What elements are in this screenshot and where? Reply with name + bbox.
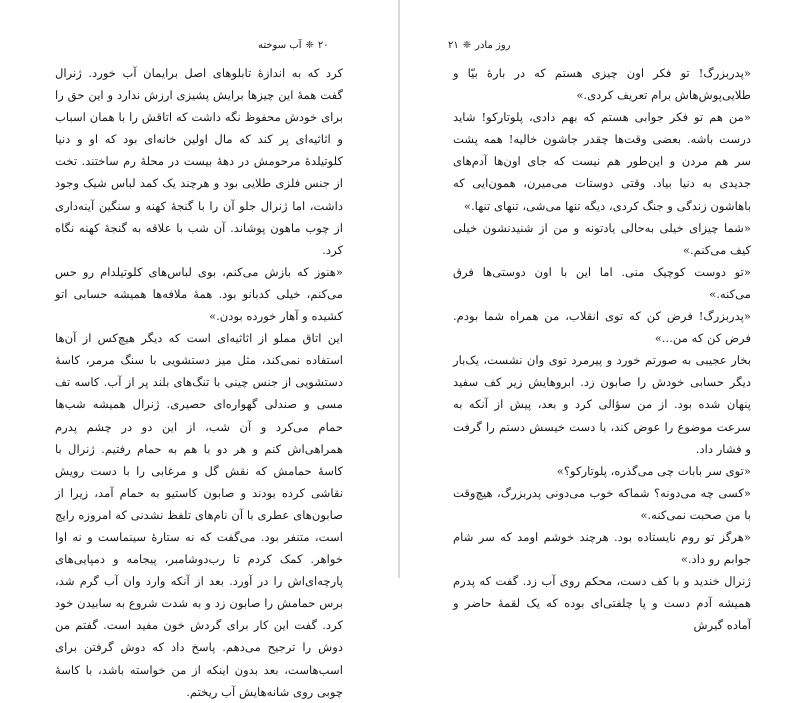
left-page [0, 0, 398, 699]
paragraph: «توی سر بابات چی می‌گذره، پلوتارکو؟» [556, 463, 751, 478]
paragraph: کرد که به اندازهٔ تابلوهای اصل برایمان آب خورد. ژنرال گفت همهٔ این چیزها برایش پشیزی ارزش ندارد و این حق را برای خودش محفوظ نگه داشت که اتاقش را با همان اسباب و اثاثیه‌ای پر کند که مال اولین خانه‌ای بود که او و دنیا کلوتیلدهٔ مرحومش در دههٔ بیست در محلهٔ رم ساختند. تخت از جنس فلزی طلایی بود و هرچند یک کمد لباس شیک وجود داشت، اما ژنرال جلو آن را با گنجهٔ کهنه و سنگین آینه‌داری از چوب ماهون پوشاند. آن شب با علاقه به گنجهٔ کهنه نگاه کرد. [55, 66, 343, 257]
paragraph: «هرگز تو روم نایستاده بود. هرچند خوشم اومد که سر شام جوابم رو داد.» [453, 529, 751, 567]
paragraph: «شما چیزای خیلی به‌حالی یادتونه و من از شنیدنشون خیلی کیف می‌کنم.» [453, 220, 751, 257]
paragraph: ژنرال خندید و با کف دست، محکم روی آب زد. گفت که پدرم همیشه آدم دست و پا چلفتی‌ای بوده که یک لقمهٔ حاضر و آماده گیرش [453, 574, 751, 633]
right-page-body [453, 62, 751, 636]
left-page-header [258, 40, 329, 51]
paragraph: «پدربزرگ! فرض کن که توی انقلاب، من همراه شما بودم. فرض کن که من...» [453, 309, 751, 346]
ornament-icon: ❈ [305, 39, 314, 51]
left-page-number: ۲۰ [317, 40, 329, 51]
paragraph: «تو دوست کوچیک منی. اما این با اون دوستی‌ها فرق می‌کنه.» [453, 264, 751, 301]
right-page [400, 0, 798, 633]
paragraph: بخار عجیبی به صورتم خورد و پیرمرد توی وان نشست، یک‌بار دیگر حسابی خودش را صابون زد. ابروهایش زیر کف سفید پنهان شده بود. از من سؤالی کرد و بعد، پیش از آنکه به سرعت موضوع را عوض کند، با دست خیسش دستم را گرفت و فشار داد. [453, 353, 751, 456]
paragraph: «هنوز که بازش می‌کنم، بوی لباس‌های کلوتیلدام رو حس می‌کنم، خیلی کدبانو بود. همهٔ ملافه‌ها همیشه حسابی اتو کشیده و آهار خورده بودن.» [55, 264, 343, 324]
right-page-header [448, 40, 511, 51]
ornament-icon: ❈ [462, 39, 472, 51]
paragraph: «کسی چه می‌دونه؟ شماکه خوب می‌دونی پدربزرگ، هیچ‌وقت با من صحبت نمی‌کنه.» [453, 485, 751, 522]
paragraph: این اتاق مملو از اثاثیه‌ای است که دیگر هیچ‌کس از آن‌ها استفاده نمی‌کند، مثل میز دستشویی با سنگ مرمر، کاسهٔ دستشویی از جنس چینی با تنگ‌های بلند پر از آب. کاسه تف مسی و صندلی گهواره‌ای حصیری. ژنرال همیشه شب‌ها حمام می‌کرد و آن شب، از این دو در چشم پدرم همراهی‌اش کنم و هر دو با هم به حمام رفتیم. ژنرال با کاسهٔ حمامش که نقش گل و مرغابی را با دست رویش نقاشی کرده بودند و صابون کاستیو به حمام آمد، زیرا از صابون‌های عطری با آن نام‌های تلفظ نشدنی که امروزه رایج است، متنفر بود. می‌گفت که نه ستارهٔ سینماست و نه اوا خواهر. کمک کردم تا رب‌دوشامبر، پیجامه و دمپایی‌های پارچه‌ای‌اش را در آورد. بعد از آنکه وارد وان آب گرم شد، برس حمامش را صابون زد و به شدت شروع به سابیدن خود کرد. گفت این کار برای گردش خون مفید است. گفتم من دوش را ترجیح می‌دهم. پاسخ داد که دوش گرفتن برای اسب‌هاست، بعد بدون اینکه از من خواسته باشد، با کاسهٔ چوبی روی شانه‌هایش آب ریختم. [55, 331, 343, 699]
paragraph: «من هم تو فکر جوابی هستم که بهم دادی، پلوتارکو! شاید درست باشه. بعضی وقت‌ها چقدر جاشون خالیه! همه پشت سر هم مردن و این‌طور هم نیست که جای اون‌ها آدم‌های جدیدی به دنیا بیاد. وقتی دوستات می‌میرن، همون‌ایی که باهاشون زندگی و جنگ کردی، دیگه تنها می‌شی، تنهای تنها.» [453, 110, 751, 213]
right-running-title: روز مادر [475, 40, 511, 51]
left-page-body [55, 62, 343, 703]
paragraph: «پدربزرگ! تو فکر اون چیزی هستم که در بارهٔ بیّا و طلایی‌پوش‌هاش برام تعریف کردی.» [453, 66, 751, 103]
left-running-title: آب سوخته [258, 40, 302, 51]
right-page-number: ۲۱ [448, 40, 459, 51]
